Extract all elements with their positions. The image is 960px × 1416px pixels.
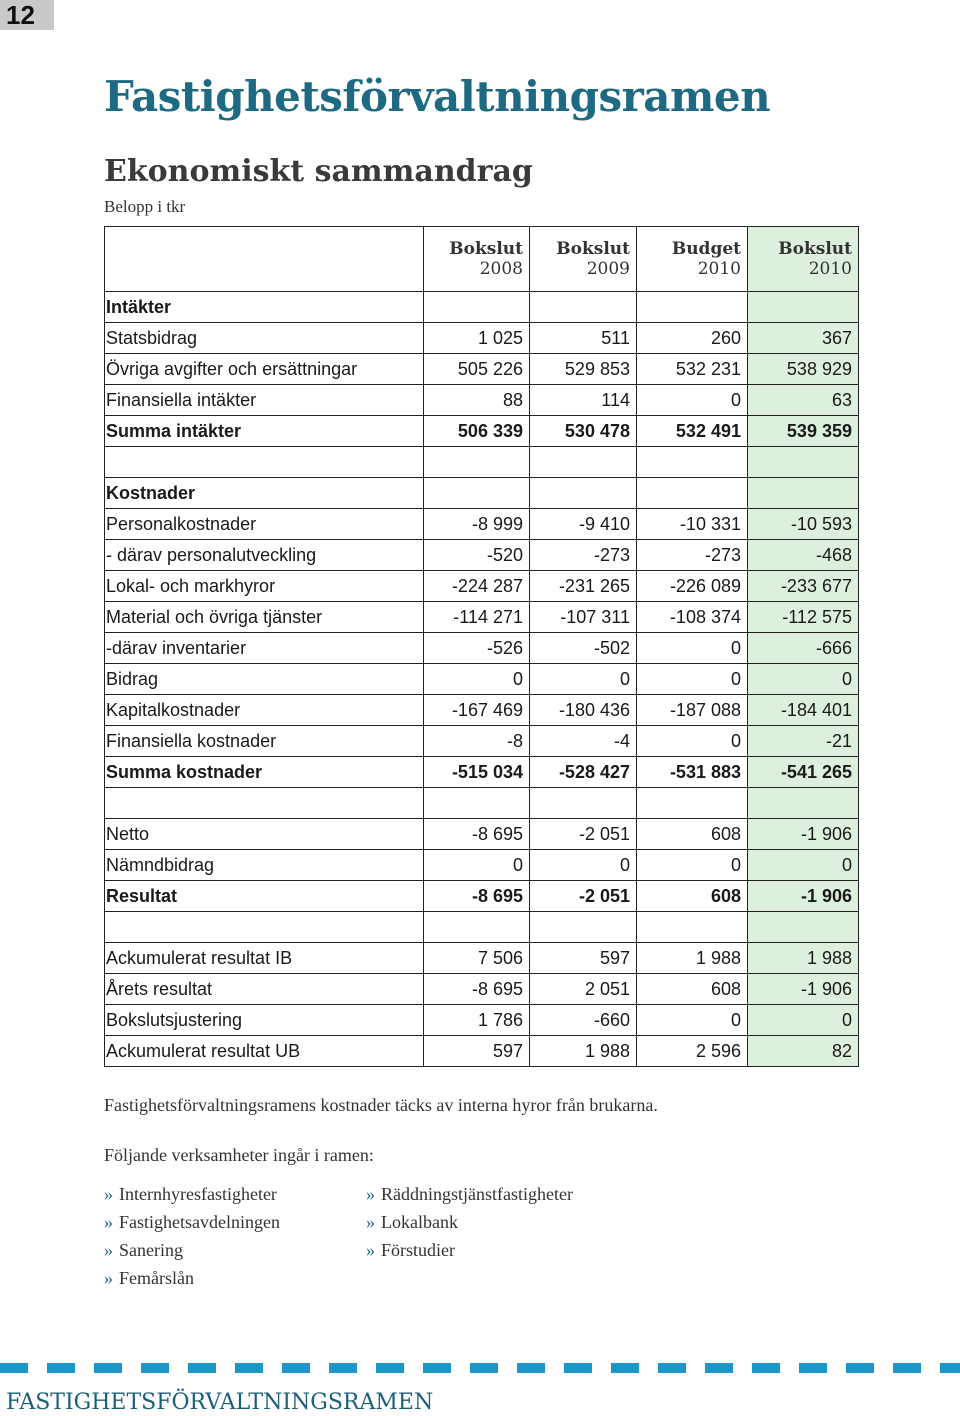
value-cell: 505 226 [424, 354, 530, 385]
table-row [105, 943, 859, 974]
value-cell: -21 [748, 726, 859, 757]
spacer-cell [748, 447, 859, 478]
row-label: Kapitalkostnader [105, 695, 424, 726]
activity-item [104, 1236, 280, 1264]
value-cell: 0 [637, 633, 748, 664]
activities-list-left [104, 1180, 280, 1292]
value-cell: 0 [637, 850, 748, 881]
value-cell: 114 [530, 385, 637, 416]
value-cell: -184 401 [748, 695, 859, 726]
value-cell: -541 265 [748, 757, 859, 788]
table-row [105, 292, 859, 323]
activity-label: Internhyresfastigheter [119, 1184, 277, 1204]
value-cell: 88 [424, 385, 530, 416]
activity-label: Sanering [119, 1240, 183, 1260]
value-cell: -107 311 [530, 602, 637, 633]
value-cell [424, 292, 530, 323]
value-cell [748, 478, 859, 509]
row-label: Netto [105, 819, 424, 850]
chevron-bullet-icon: » [104, 1240, 113, 1260]
value-cell: 0 [530, 664, 637, 695]
table-row [105, 540, 859, 571]
value-cell: 0 [748, 1005, 859, 1036]
column-header-bokslut-2009 [530, 227, 637, 292]
value-cell: 1 988 [637, 943, 748, 974]
column-header-line1: Budget [671, 239, 741, 259]
value-cell: 538 929 [748, 354, 859, 385]
column-header-line2: 2010 [808, 259, 852, 279]
column-header-line2: 2010 [697, 259, 741, 279]
spacer-cell [530, 912, 637, 943]
activity-item [104, 1180, 280, 1208]
table-header-row [105, 227, 859, 292]
value-cell: 2 596 [637, 1036, 748, 1067]
value-cell: -10 593 [748, 509, 859, 540]
value-cell: -666 [748, 633, 859, 664]
value-cell: 1 025 [424, 323, 530, 354]
value-cell: -660 [530, 1005, 637, 1036]
value-cell: -520 [424, 540, 530, 571]
value-cell [530, 478, 637, 509]
spacer-cell [424, 912, 530, 943]
activity-item [366, 1180, 573, 1208]
row-label: -därav inventarier [105, 633, 424, 664]
value-cell: -526 [424, 633, 530, 664]
activities-intro: Följande verksamheter ingår i ramen: [104, 1145, 374, 1165]
value-cell: -112 575 [748, 602, 859, 633]
value-cell [637, 478, 748, 509]
row-label: Summa kostnader [105, 757, 424, 788]
spacer-cell [637, 912, 748, 943]
value-cell: -167 469 [424, 695, 530, 726]
row-label: Nämndbidrag [105, 850, 424, 881]
value-cell: 532 231 [637, 354, 748, 385]
row-label: Resultat [105, 881, 424, 912]
value-cell: -187 088 [637, 695, 748, 726]
value-cell: -273 [637, 540, 748, 571]
value-cell: 0 [530, 850, 637, 881]
row-label: Personalkostnader [105, 509, 424, 540]
row-label: Intäkter [105, 292, 424, 323]
row-label: - därav personalutveckling [105, 540, 424, 571]
activity-label: Femårslån [119, 1268, 194, 1288]
table-row [105, 726, 859, 757]
table-row [105, 1005, 859, 1036]
value-cell [424, 478, 530, 509]
value-cell: 511 [530, 323, 637, 354]
spacer-cell [530, 447, 637, 478]
column-header-line2: 2009 [586, 259, 630, 279]
value-cell: 608 [637, 881, 748, 912]
row-label: Finansiella kostnader [105, 726, 424, 757]
column-header-line2: 2008 [479, 259, 523, 279]
spacer-cell [637, 447, 748, 478]
activity-item [104, 1264, 280, 1292]
row-label: Summa intäkter [105, 416, 424, 447]
value-cell: -8 999 [424, 509, 530, 540]
row-label: Finansiella intäkter [105, 385, 424, 416]
value-cell: 529 853 [530, 354, 637, 385]
value-cell: -108 374 [637, 602, 748, 633]
table-row [105, 850, 859, 881]
value-cell: -8 695 [424, 819, 530, 850]
row-label: Lokal- och markhyror [105, 571, 424, 602]
value-cell: -1 906 [748, 974, 859, 1005]
chevron-bullet-icon: » [104, 1268, 113, 1288]
value-cell: 260 [637, 323, 748, 354]
value-cell: -10 331 [637, 509, 748, 540]
table-row [105, 354, 859, 385]
value-cell [637, 292, 748, 323]
value-cell: 63 [748, 385, 859, 416]
value-cell [748, 292, 859, 323]
spacer-cell [424, 447, 530, 478]
value-cell: -114 271 [424, 602, 530, 633]
row-label: Kostnader [105, 478, 424, 509]
chevron-bullet-icon: » [366, 1212, 375, 1232]
value-cell: -273 [530, 540, 637, 571]
spacer-cell [530, 788, 637, 819]
value-cell: -468 [748, 540, 859, 571]
value-cell: 506 339 [424, 416, 530, 447]
value-cell: -233 677 [748, 571, 859, 602]
spacer-cell [105, 447, 424, 478]
value-cell: 0 [424, 850, 530, 881]
column-header-bokslut-2008 [424, 227, 530, 292]
spacer-cell [105, 788, 424, 819]
value-cell: 608 [637, 819, 748, 850]
table-row [105, 757, 859, 788]
value-cell: -8 [424, 726, 530, 757]
value-cell: 597 [424, 1036, 530, 1067]
value-cell: 530 478 [530, 416, 637, 447]
unit-note: Belopp i tkr [104, 197, 186, 216]
spacer-cell [424, 788, 530, 819]
value-cell: 0 [424, 664, 530, 695]
row-label: Ackumulerat resultat UB [105, 1036, 424, 1067]
activity-label: Räddningstjänstfastigheter [381, 1184, 573, 1204]
row-label: Övriga avgifter och ersättningar [105, 354, 424, 385]
row-label: Bidrag [105, 664, 424, 695]
value-cell: -224 287 [424, 571, 530, 602]
value-cell: 82 [748, 1036, 859, 1067]
column-header-budget-2010 [637, 227, 748, 292]
row-label: Årets resultat [105, 974, 424, 1005]
value-cell: -180 436 [530, 695, 637, 726]
activity-label: Förstudier [381, 1240, 455, 1260]
table-row [105, 974, 859, 1005]
value-cell: -515 034 [424, 757, 530, 788]
column-header-bokslut-2010 [748, 227, 859, 292]
value-cell: -9 410 [530, 509, 637, 540]
value-cell: 1 988 [748, 943, 859, 974]
financial-summary-table [104, 226, 859, 1067]
value-cell: -8 695 [424, 974, 530, 1005]
value-cell: 0 [748, 850, 859, 881]
activity-item [366, 1236, 573, 1264]
value-cell: 367 [748, 323, 859, 354]
table-row [105, 478, 859, 509]
value-cell: -231 265 [530, 571, 637, 602]
value-cell: 608 [637, 974, 748, 1005]
value-cell: 1 786 [424, 1005, 530, 1036]
value-cell: 597 [530, 943, 637, 974]
value-cell [530, 292, 637, 323]
value-cell: 1 988 [530, 1036, 637, 1067]
value-cell: 0 [637, 726, 748, 757]
page-number: 12 [0, 0, 54, 30]
spacer-row [105, 447, 859, 478]
table-row [105, 1036, 859, 1067]
value-cell: -2 051 [530, 819, 637, 850]
column-header-line1: Bokslut [778, 239, 852, 259]
value-cell: -1 906 [748, 819, 859, 850]
header-empty-cell [105, 227, 424, 292]
value-cell: -2 051 [530, 881, 637, 912]
spacer-cell [105, 912, 424, 943]
row-label: Ackumulerat resultat IB [105, 943, 424, 974]
chevron-bullet-icon: » [366, 1240, 375, 1260]
page-title: Fastighetsförvaltningsramen [104, 72, 771, 121]
spacer-row [105, 788, 859, 819]
table-row [105, 602, 859, 633]
table-row [105, 323, 859, 354]
value-cell: 0 [637, 385, 748, 416]
value-cell: 532 491 [637, 416, 748, 447]
activity-label: Lokalbank [381, 1212, 458, 1232]
spacer-cell [637, 788, 748, 819]
value-cell: -1 906 [748, 881, 859, 912]
spacer-row [105, 912, 859, 943]
value-cell: 2 051 [530, 974, 637, 1005]
table-row [105, 571, 859, 602]
table-row [105, 416, 859, 447]
row-label: Statsbidrag [105, 323, 424, 354]
value-cell: 0 [637, 1005, 748, 1036]
section-title: Ekonomiskt sammandrag [104, 154, 533, 189]
table-row [105, 385, 859, 416]
value-cell: 7 506 [424, 943, 530, 974]
value-cell: -8 695 [424, 881, 530, 912]
value-cell: -4 [530, 726, 637, 757]
value-cell: -226 089 [637, 571, 748, 602]
dashed-divider [0, 1363, 960, 1373]
row-label: Material och övriga tjänster [105, 602, 424, 633]
running-footer: FASTIGHETSFÖRVALTNINGSRAMEN [6, 1390, 434, 1415]
chevron-bullet-icon: » [104, 1184, 113, 1204]
value-cell: 0 [637, 664, 748, 695]
chevron-bullet-icon: » [366, 1184, 375, 1204]
value-cell: -528 427 [530, 757, 637, 788]
table-row [105, 881, 859, 912]
spacer-cell [748, 788, 859, 819]
table-row [105, 633, 859, 664]
funding-note: Fastighetsförvaltningsramens kostnader täcks av interna hyror från brukarna. [104, 1095, 658, 1115]
value-cell: 539 359 [748, 416, 859, 447]
activity-item [366, 1208, 573, 1236]
row-label: Bokslutsjustering [105, 1005, 424, 1036]
value-cell: -502 [530, 633, 637, 664]
value-cell: -531 883 [637, 757, 748, 788]
table-row [105, 664, 859, 695]
table-row [105, 819, 859, 850]
chevron-bullet-icon: » [104, 1212, 113, 1232]
table-row [105, 509, 859, 540]
activity-item [104, 1208, 280, 1236]
table-row [105, 695, 859, 726]
activities-list-right [366, 1180, 573, 1264]
value-cell: 0 [748, 664, 859, 695]
column-header-line1: Bokslut [449, 239, 523, 259]
column-header-line1: Bokslut [556, 239, 630, 259]
activity-label: Fastighetsavdelningen [119, 1212, 280, 1232]
spacer-cell [748, 912, 859, 943]
